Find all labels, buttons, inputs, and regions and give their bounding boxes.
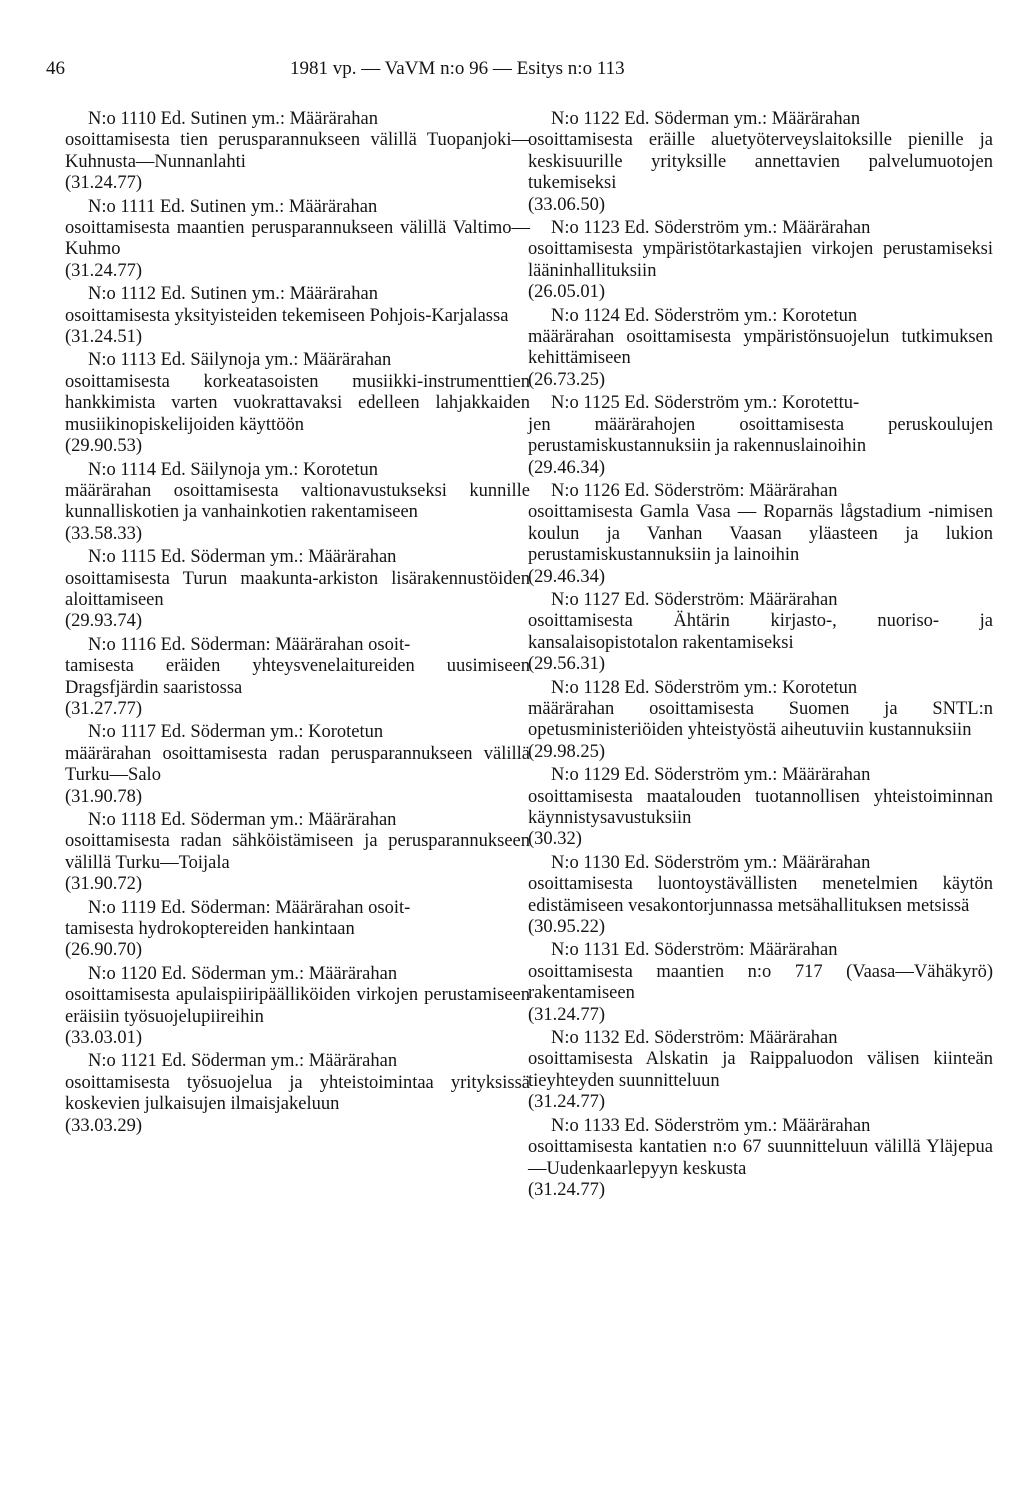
motion-body: osoittamisesta Gamla Vasa — Roparnäs lågstadium -nimisen koulun ja Vanhan Vaasan yläasteen ja lukion perustamiskustannuksiin ja lainoihin	[528, 502, 993, 566]
motion-code: (33.03.01)	[65, 1028, 143, 1049]
motion-entry	[528, 1116, 993, 1202]
motion-entry	[528, 678, 993, 764]
motion-body: määrärahan osoittamisesta Suomen ja SNTL:n opetusministeriöiden yhteistyöstä aiheutuviin kustannuksiin	[528, 698, 993, 741]
motion-head: N:o 1132 Ed. Söderström: Määrärahan	[551, 1028, 838, 1049]
motion-head: N:o 1112 Ed. Sutinen ym.: Määrärahan	[88, 284, 378, 305]
motion-code: (26.05.01)	[528, 282, 606, 303]
motion-code: (31.24.77)	[528, 1179, 606, 1200]
motion-entry	[65, 898, 530, 962]
motion-head: N:o 1118 Ed. Söderman ym.: Määrärahan	[88, 810, 397, 830]
motion-entry	[65, 1051, 530, 1137]
motion-entry	[528, 109, 993, 216]
motion-code: (29.93.74)	[65, 611, 143, 632]
motion-entry	[65, 722, 530, 808]
motion-entry	[528, 1028, 993, 1114]
motion-code: (30.32)	[528, 829, 582, 850]
motion-head: N:o 1114 Ed. Säilynoja ym.: Korotetun	[88, 459, 378, 480]
motion-head: N:o 1123 Ed. Söderström ym.: Määrärahan	[551, 218, 871, 239]
motion-code: (31.27.77)	[65, 698, 143, 719]
motion-head: N:o 1117 Ed. Söderman ym.: Korotetun	[88, 722, 384, 743]
motion-body: määrärahan osoittamisesta ympäristönsuojelun tutkimuksen kehittämiseen	[528, 327, 993, 369]
motion-entry	[65, 635, 530, 721]
motion-head: N:o 1116 Ed. Söderman: Määrärahan osoit-	[88, 634, 411, 655]
motion-body: osoittamisesta korkeatasoisten musiikki-instrumenttien hankkimista varten vuokrattavaksi edelleen lahjakkaiden musiikinopiskelijoiden käyttöön	[65, 371, 530, 435]
motion-code: (29.46.34)	[528, 566, 606, 587]
motion-body: osoittamisesta maantien perusparannukseen välillä Valtimo—Kuhmo	[65, 218, 530, 260]
motion-code: (33.03.29)	[65, 1115, 143, 1136]
motion-body: osoittamisesta ympäristötarkastajien virkojen perustamiseksi lääninhallituksiin	[528, 239, 993, 281]
motion-code: (30.95.22)	[528, 917, 606, 938]
motion-body: jen määrärahojen osoittamisesta peruskoulujen perustamiskustannuksiin ja rakennuslainoihin	[528, 414, 993, 457]
motion-head: N:o 1110 Ed. Sutinen ym.: Määrärahan	[88, 109, 378, 129]
motion-body: osoittamisesta eräille aluetyöterveyslaitoksille pienille ja keskisuurille yrityksille annettavien palvelumuotojen tukemiseksi	[528, 130, 993, 194]
motion-entry	[65, 197, 530, 283]
motion-head: N:o 1133 Ed. Söderström ym.: Määrärahan	[551, 1115, 871, 1136]
motion-entry	[528, 590, 993, 676]
motion-head: N:o 1131 Ed. Söderström: Määrärahan	[551, 940, 838, 961]
right-column	[528, 109, 993, 1203]
motion-code: (31.90.78)	[65, 786, 143, 807]
motion-head: N:o 1129 Ed. Söderström ym.: Määrärahan	[551, 765, 871, 786]
motion-head: N:o 1127 Ed. Söderström: Määrärahan	[551, 589, 838, 610]
motion-code: (33.58.33)	[65, 523, 143, 544]
motion-body: osoittamisesta Alskatin ja Raippaluodon välisen kiinteän tieyhteyden suunnitteluun	[528, 1049, 993, 1091]
motion-entry	[65, 350, 530, 457]
left-column	[65, 109, 530, 1139]
motion-head: N:o 1115 Ed. Söderman ym.: Määrärahan	[88, 547, 397, 568]
motion-code: (31.90.72)	[65, 874, 143, 895]
motion-head: N:o 1113 Ed. Säilynoja ym.: Määrärahan	[88, 350, 392, 371]
motion-body: osoittamisesta työsuojelua ja yhteistoimintaa yrityksissä koskevien julkaisujen ilmaisjakeluun	[65, 1072, 530, 1115]
motion-body: osoittamisesta Turun maakunta-arkiston lisärakennustöiden aloittamiseen	[65, 568, 530, 610]
motion-body: tamisesta hydrokoptereiden hankintaan	[65, 919, 355, 940]
motion-entry	[528, 393, 993, 479]
motion-body: osoittamisesta luontoystävällisten menetelmien käytön edistämiseen vesakontorjunnassa metsähallituksen metsissä	[528, 874, 993, 916]
motion-entry	[65, 810, 530, 896]
motion-entry	[65, 460, 530, 546]
motion-head: N:o 1111 Ed. Sutinen ym.: Määrärahan	[88, 196, 378, 217]
motion-head: N:o 1122 Ed. Söderman ym.: Määrärahan	[551, 109, 861, 129]
motion-body: osoittamisesta yksityisteiden tekemiseen Pohjois-Karjalassa	[65, 305, 509, 326]
page-number: 46	[46, 58, 65, 79]
motion-entry	[65, 547, 530, 633]
motion-code: (29.98.25)	[528, 741, 606, 762]
motion-head: N:o 1120 Ed. Söderman ym.: Määrärahan	[88, 963, 398, 984]
motion-entry	[528, 765, 993, 851]
motion-body: tamisesta eräiden yhteysvenelaitureiden uusimiseen Dragsfjärdin saaristossa	[65, 656, 530, 698]
motion-head: N:o 1128 Ed. Söderström ym.: Korotetun	[551, 677, 858, 698]
motion-entry	[528, 940, 993, 1026]
running-head: 1981 vp. — VaVM n:o 96 — Esitys n:o 113	[290, 58, 625, 79]
motion-body: osoittamisesta Ähtärin kirjasto-, nuoriso- ja kansalaisopistotalon rakentamiseksi	[528, 611, 993, 653]
motion-body: määrärahan osoittamisesta valtionavustukseksi kunnille kunnalliskotien ja vanhainkotien rakentamiseen	[65, 480, 530, 523]
motion-head: N:o 1119 Ed. Söderman: Määrärahan osoit-	[88, 897, 411, 918]
motion-code: (26.73.25)	[528, 369, 606, 390]
motion-body: osoittamisesta maantien n:o 717 (Vaasa—Vähäkyrö) rakentamiseen	[528, 961, 993, 1004]
motion-head: N:o 1125 Ed. Söderström ym.: Korotettu-	[551, 393, 860, 414]
motion-head: N:o 1121 Ed. Söderman ym.: Määrärahan	[88, 1051, 398, 1072]
motion-entry	[528, 853, 993, 939]
motion-head: N:o 1124 Ed. Söderström ym.: Korotetun	[551, 305, 858, 326]
motion-head: N:o 1126 Ed. Söderström: Määrärahan	[551, 480, 838, 501]
motion-entry	[65, 284, 530, 348]
motion-body: osoittamisesta radan sähköistämiseen ja perusparannukseen välillä Turku—Toijala	[65, 831, 530, 873]
motion-code: (31.24.51)	[65, 327, 143, 348]
motion-body: osoittamisesta tien perusparannukseen välillä Tuopanjoki—Kuhnusta—Nunnanlahti	[65, 130, 530, 172]
motion-entry	[65, 964, 530, 1050]
motion-body: osoittamisesta kantatien n:o 67 suunnitteluun välillä Yläjepua—Uudenkaarlepyyn keskusta	[528, 1137, 993, 1179]
motion-entry	[528, 306, 993, 392]
motion-body: määrärahan osoittamisesta radan perusparannukseen välillä Turku—Salo	[65, 743, 530, 786]
motion-code: (31.24.77)	[65, 173, 143, 194]
motion-body: osoittamisesta maatalouden tuotannollisen yhteistoiminnan käynnistysavustuksiin	[528, 786, 993, 828]
motion-code: (33.06.50)	[528, 194, 606, 215]
motion-code: (29.46.34)	[528, 457, 606, 478]
motion-entry	[65, 109, 530, 195]
motion-code: (29.56.31)	[528, 654, 606, 675]
motion-head: N:o 1130 Ed. Söderström ym.: Määrärahan	[551, 852, 871, 873]
motion-code: (31.24.77)	[528, 1092, 606, 1113]
motion-entry	[528, 481, 993, 588]
motion-code: (29.90.53)	[65, 436, 143, 457]
motion-code: (31.24.77)	[65, 260, 143, 281]
motion-body: osoittamisesta apulaispiiripäälliköiden virkojen perustamiseen eräisiin työsuojelupiireihin	[65, 985, 530, 1027]
motion-code: (31.24.77)	[528, 1004, 606, 1025]
motion-entry	[528, 218, 993, 304]
motion-code: (26.90.70)	[65, 940, 143, 961]
